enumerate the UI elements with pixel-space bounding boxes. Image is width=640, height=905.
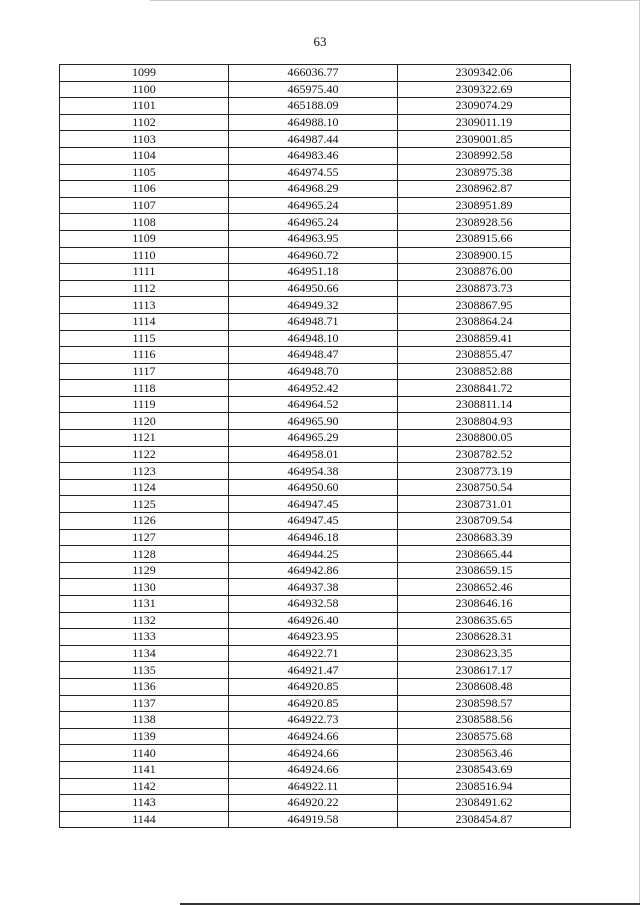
y-coordinate-cell: 2308659.15: [398, 562, 571, 579]
table-row: [60, 778, 571, 795]
table-row: [60, 695, 571, 712]
x-coordinate-cell: 464958.01: [229, 446, 398, 463]
y-coordinate-cell: 2308454.87: [398, 811, 571, 828]
table-row: [60, 81, 571, 98]
table-row: [60, 347, 571, 364]
point-number-cell: 1124: [60, 479, 229, 496]
x-coordinate-cell: 464920.85: [229, 695, 398, 712]
y-coordinate-cell: 2308683.39: [398, 529, 571, 546]
point-number-cell: 1099: [60, 65, 229, 82]
y-coordinate-cell: 2308588.56: [398, 712, 571, 729]
y-coordinate-cell: 2308962.87: [398, 181, 571, 198]
x-coordinate-cell: 464926.40: [229, 612, 398, 629]
y-coordinate-cell: 2308598.57: [398, 695, 571, 712]
x-coordinate-cell: 464920.22: [229, 795, 398, 812]
x-coordinate-cell: 464948.10: [229, 330, 398, 347]
x-coordinate-cell: 464920.85: [229, 678, 398, 695]
table-row: [60, 197, 571, 214]
y-coordinate-cell: 2308665.44: [398, 546, 571, 563]
y-coordinate-cell: 2308628.31: [398, 629, 571, 646]
coordinates-table-body: [60, 65, 571, 828]
table-row: [60, 230, 571, 247]
x-coordinate-cell: 464922.11: [229, 778, 398, 795]
y-coordinate-cell: 2308811.14: [398, 396, 571, 413]
y-coordinate-cell: 2308623.35: [398, 645, 571, 662]
point-number-cell: 1136: [60, 678, 229, 695]
y-coordinate-cell: 2308608.48: [398, 678, 571, 695]
point-number-cell: 1113: [60, 297, 229, 314]
table-row: [60, 562, 571, 579]
table-row: [60, 795, 571, 812]
point-number-cell: 1127: [60, 529, 229, 546]
y-coordinate-cell: 2308873.73: [398, 280, 571, 297]
table-row: [60, 214, 571, 231]
table-row: [60, 596, 571, 613]
x-coordinate-cell: 464947.45: [229, 496, 398, 513]
point-number-cell: 1120: [60, 413, 229, 430]
x-coordinate-cell: 464974.55: [229, 164, 398, 181]
point-number-cell: 1109: [60, 230, 229, 247]
point-number-cell: 1126: [60, 513, 229, 530]
table-row: [60, 430, 571, 447]
y-coordinate-cell: 2309342.06: [398, 65, 571, 82]
x-coordinate-cell: 464937.38: [229, 579, 398, 596]
point-number-cell: 1133: [60, 629, 229, 646]
x-coordinate-cell: 464924.66: [229, 728, 398, 745]
x-coordinate-cell: 464954.38: [229, 463, 398, 480]
point-number-cell: 1144: [60, 811, 229, 828]
x-coordinate-cell: 464965.29: [229, 430, 398, 447]
table-row: [60, 280, 571, 297]
point-number-cell: 1121: [60, 430, 229, 447]
point-number-cell: 1100: [60, 81, 229, 98]
table-row: [60, 678, 571, 695]
x-coordinate-cell: 464950.60: [229, 479, 398, 496]
table-row: [60, 131, 571, 148]
y-coordinate-cell: 2308876.00: [398, 264, 571, 281]
table-row: [60, 380, 571, 397]
point-number-cell: 1122: [60, 446, 229, 463]
table-row: [60, 247, 571, 264]
point-number-cell: 1114: [60, 313, 229, 330]
table-row: [60, 479, 571, 496]
table-row: [60, 712, 571, 729]
x-coordinate-cell: 464946.18: [229, 529, 398, 546]
x-coordinate-cell: 464987.44: [229, 131, 398, 148]
y-coordinate-cell: 2308855.47: [398, 347, 571, 364]
y-coordinate-cell: 2308731.01: [398, 496, 571, 513]
point-number-cell: 1105: [60, 164, 229, 181]
table-row: [60, 745, 571, 762]
y-coordinate-cell: 2309011.19: [398, 114, 571, 131]
point-number-cell: 1108: [60, 214, 229, 231]
point-number-cell: 1112: [60, 280, 229, 297]
point-number-cell: 1102: [60, 114, 229, 131]
table-row: [60, 114, 571, 131]
x-coordinate-cell: 464944.25: [229, 546, 398, 563]
y-coordinate-cell: 2308867.95: [398, 297, 571, 314]
y-coordinate-cell: 2309322.69: [398, 81, 571, 98]
x-coordinate-cell: 464923.95: [229, 629, 398, 646]
x-coordinate-cell: 464922.71: [229, 645, 398, 662]
point-number-cell: 1132: [60, 612, 229, 629]
point-number-cell: 1128: [60, 546, 229, 563]
y-coordinate-cell: 2309001.85: [398, 131, 571, 148]
point-number-cell: 1123: [60, 463, 229, 480]
point-number-cell: 1142: [60, 778, 229, 795]
point-number-cell: 1137: [60, 695, 229, 712]
table-row: [60, 662, 571, 679]
point-number-cell: 1119: [60, 396, 229, 413]
point-number-cell: 1139: [60, 728, 229, 745]
point-number-cell: 1129: [60, 562, 229, 579]
x-coordinate-cell: 464949.32: [229, 297, 398, 314]
point-number-cell: 1117: [60, 363, 229, 380]
x-coordinate-cell: 464948.47: [229, 347, 398, 364]
table-row: [60, 629, 571, 646]
y-coordinate-cell: 2309074.29: [398, 98, 571, 115]
point-number-cell: 1110: [60, 247, 229, 264]
x-coordinate-cell: 464988.10: [229, 114, 398, 131]
point-number-cell: 1131: [60, 596, 229, 613]
y-coordinate-cell: 2308864.24: [398, 313, 571, 330]
x-coordinate-cell: 464960.72: [229, 247, 398, 264]
point-number-cell: 1138: [60, 712, 229, 729]
y-coordinate-cell: 2308773.19: [398, 463, 571, 480]
x-coordinate-cell: 464963.95: [229, 230, 398, 247]
x-coordinate-cell: 464965.24: [229, 214, 398, 231]
x-coordinate-cell: 464924.66: [229, 761, 398, 778]
x-coordinate-cell: 464968.29: [229, 181, 398, 198]
table-row: [60, 413, 571, 430]
x-coordinate-cell: 464965.24: [229, 197, 398, 214]
table-row: [60, 363, 571, 380]
point-number-cell: 1106: [60, 181, 229, 198]
x-coordinate-cell: 464964.52: [229, 396, 398, 413]
table-row: [60, 513, 571, 530]
y-coordinate-cell: 2308800.05: [398, 430, 571, 447]
x-coordinate-cell: 465188.09: [229, 98, 398, 115]
y-coordinate-cell: 2308652.46: [398, 579, 571, 596]
x-coordinate-cell: 464921.47: [229, 662, 398, 679]
y-coordinate-cell: 2308543.69: [398, 761, 571, 778]
point-number-cell: 1141: [60, 761, 229, 778]
y-coordinate-cell: 2308859.41: [398, 330, 571, 347]
y-coordinate-cell: 2308852.88: [398, 363, 571, 380]
table-row: [60, 65, 571, 82]
x-coordinate-cell: 464948.70: [229, 363, 398, 380]
table-row: [60, 181, 571, 198]
x-coordinate-cell: 464922.73: [229, 712, 398, 729]
y-coordinate-cell: 2308709.54: [398, 513, 571, 530]
y-coordinate-cell: 2308617.17: [398, 662, 571, 679]
y-coordinate-cell: 2308928.56: [398, 214, 571, 231]
x-coordinate-cell: 464924.66: [229, 745, 398, 762]
point-number-cell: 1134: [60, 645, 229, 662]
point-number-cell: 1115: [60, 330, 229, 347]
y-coordinate-cell: 2308635.65: [398, 612, 571, 629]
y-coordinate-cell: 2308516.94: [398, 778, 571, 795]
table-row: [60, 297, 571, 314]
y-coordinate-cell: 2308900.15: [398, 247, 571, 264]
x-coordinate-cell: 464965.90: [229, 413, 398, 430]
table-row: [60, 98, 571, 115]
point-number-cell: 1103: [60, 131, 229, 148]
x-coordinate-cell: 464919.58: [229, 811, 398, 828]
table-row: [60, 811, 571, 828]
point-number-cell: 1135: [60, 662, 229, 679]
table-row: [60, 164, 571, 181]
y-coordinate-cell: 2308491.62: [398, 795, 571, 812]
y-coordinate-cell: 2308782.52: [398, 446, 571, 463]
point-number-cell: 1125: [60, 496, 229, 513]
x-coordinate-cell: 465975.40: [229, 81, 398, 98]
y-coordinate-cell: 2308915.66: [398, 230, 571, 247]
page-number: 63: [313, 34, 327, 49]
table-row: [60, 612, 571, 629]
y-coordinate-cell: 2308575.68: [398, 728, 571, 745]
point-number-cell: 1111: [60, 264, 229, 281]
table-row: [60, 761, 571, 778]
y-coordinate-cell: 2308841.72: [398, 380, 571, 397]
page-edge-top: [150, 0, 640, 1]
point-number-cell: 1143: [60, 795, 229, 812]
point-number-cell: 1101: [60, 98, 229, 115]
table-row: [60, 264, 571, 281]
table-row: [60, 463, 571, 480]
x-coordinate-cell: 464950.66: [229, 280, 398, 297]
x-coordinate-cell: 464947.45: [229, 513, 398, 530]
x-coordinate-cell: 464952.42: [229, 380, 398, 397]
table-row: [60, 496, 571, 513]
table-row: [60, 330, 571, 347]
x-coordinate-cell: 464932.58: [229, 596, 398, 613]
y-coordinate-cell: 2308804.93: [398, 413, 571, 430]
y-coordinate-cell: 2308750.54: [398, 479, 571, 496]
x-coordinate-cell: 464951.18: [229, 264, 398, 281]
x-coordinate-cell: 466036.77: [229, 65, 398, 82]
table-row: [60, 546, 571, 563]
point-number-cell: 1116: [60, 347, 229, 364]
table-row: [60, 446, 571, 463]
table-row: [60, 728, 571, 745]
y-coordinate-cell: 2308951.89: [398, 197, 571, 214]
table-row: [60, 147, 571, 164]
point-number-cell: 1140: [60, 745, 229, 762]
coordinates-table: [59, 64, 571, 828]
point-number-cell: 1107: [60, 197, 229, 214]
x-coordinate-cell: 464948.71: [229, 313, 398, 330]
x-coordinate-cell: 464942.86: [229, 562, 398, 579]
table-row: [60, 529, 571, 546]
y-coordinate-cell: 2308992.58: [398, 147, 571, 164]
table-row: [60, 645, 571, 662]
point-number-cell: 1130: [60, 579, 229, 596]
x-coordinate-cell: 464983.46: [229, 147, 398, 164]
y-coordinate-cell: 2308975.38: [398, 164, 571, 181]
table-row: [60, 313, 571, 330]
table-row: [60, 579, 571, 596]
point-number-cell: 1118: [60, 380, 229, 397]
table-row: [60, 396, 571, 413]
point-number-cell: 1104: [60, 147, 229, 164]
y-coordinate-cell: 2308563.46: [398, 745, 571, 762]
y-coordinate-cell: 2308646.16: [398, 596, 571, 613]
